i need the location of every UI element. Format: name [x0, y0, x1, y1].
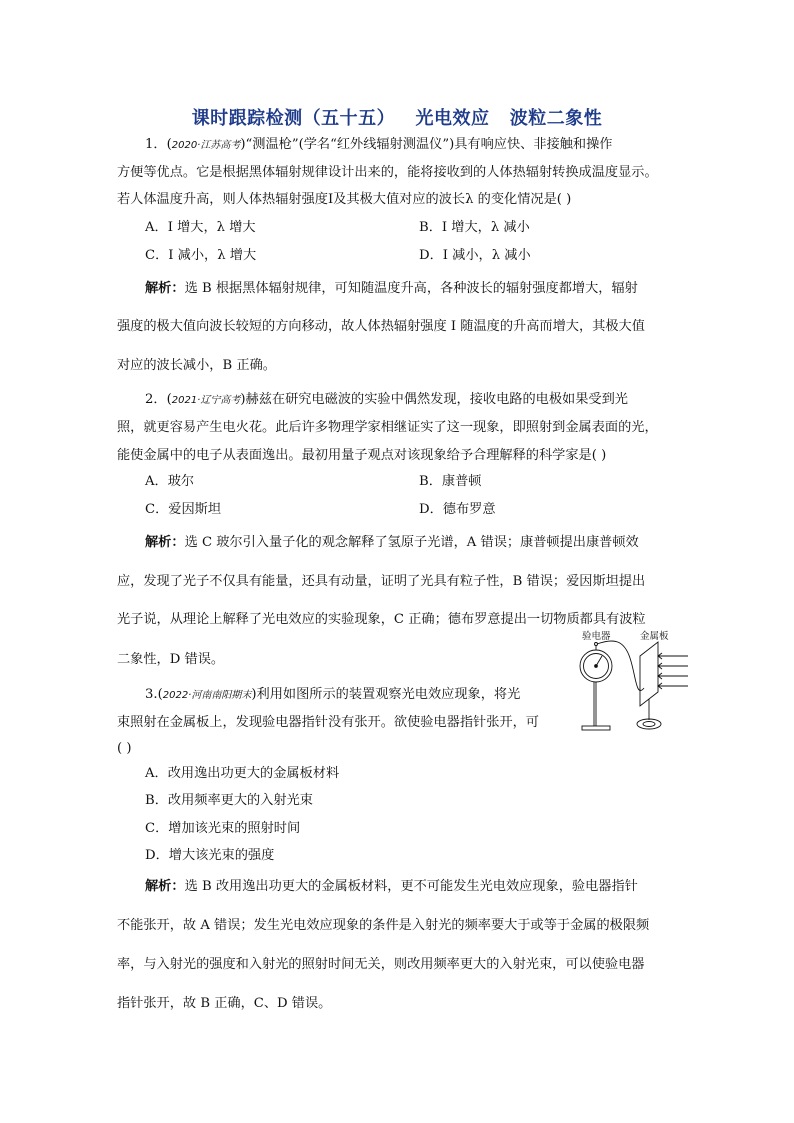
- q3-option-a: A．改用逸出功更大的金属板材料: [145, 766, 340, 781]
- metal-plate: [640, 642, 658, 706]
- q1-option-c: C．I 减小，λ 增大: [145, 248, 257, 263]
- q3-analysis-line1: 解析：选 B 改用逸出功更大的金属板材料，更不可能发生光电效应现象，验电器指针: [145, 879, 638, 894]
- q3-option-d: D．增大该光束的强度: [145, 848, 275, 863]
- photoelectric-apparatus-figure: [574, 628, 694, 740]
- page-title: 课时跟踪检测（五十五） 光电效应 波粒二象性: [191, 108, 603, 129]
- q1-stem-line1: 1．(2020·江苏高考)“测温枪”(学名“红外线辐射测温仪”)具有响应快、非接触和操作: [145, 137, 613, 152]
- q2-stem-line1: 2．(2021·辽宁高考)赫兹在研究电磁波的实验中偶然发现，接收电路的电极如果受到光: [145, 392, 628, 407]
- q2-analysis-line1: 解析：选 C 玻尔引入量子化的观念解释了氢原子光谱，A 错误；康普顿提出康普顿效: [145, 535, 639, 550]
- q2-stem-line2: 照，就更容易产生电火花。此后许多物理学家相继证实了这一现象，即照射到金属表面的光，: [117, 420, 658, 435]
- q2-stem-line3: 能使金属中的电子从表面逸出。最初用量子观点对该现象给予合理解释的科学家是( ): [117, 448, 607, 463]
- q1-option-b: B．I 增大，λ 减小: [419, 220, 530, 235]
- q3-analysis-line3: 率，与入射光的强度和入射光的照射时间无关，则改用频率更大的入射光束，可以使验电器: [117, 957, 645, 972]
- q3-stem-line3: ( ): [117, 741, 132, 756]
- q3-option-c: C．增加该光束的照射时间: [145, 821, 301, 836]
- q3-option-b: B．改用频率更大的入射光束: [145, 793, 313, 808]
- q1-analysis-line1: 解析：选 B 根据黑体辐射规律，可知随温度升高，各种波长的辐射强度都增大，辐射: [145, 281, 638, 296]
- q1-stem-line2: 方便等优点。它是根据黑体辐射规律设计出来的，能将接收到的人体热辐射转换成温度显示。: [117, 165, 658, 180]
- q3-analysis-line4: 指针张开，故 B 正确，C、D 错误。: [117, 996, 332, 1011]
- q2-option-a: A．玻尔: [145, 474, 195, 489]
- q2-option-c: C．爱因斯坦: [145, 502, 222, 517]
- metal-plate-label: 金属板: [640, 631, 669, 642]
- q3-analysis-line2: 不能张开，故 A 错误；发生光电效应现象的条件是入射光的频率要大于或等于金属的极限频: [117, 918, 650, 933]
- q2-option-b: B．康普顿: [419, 474, 482, 489]
- q3-source: 2022·河南南阳期末: [162, 690, 252, 701]
- q1-option-a: A．I 增大，λ 增大: [145, 220, 256, 235]
- q1-stem-line3: 若人体温度升高，则人体热辐射强度I及其极大值对应的波长λ 的变化情况是( ): [117, 192, 572, 207]
- electroscope-label: 验电器: [582, 631, 611, 642]
- apparatus-drawing: [574, 628, 694, 740]
- q1-option-d: D．I 减小，λ 减小: [419, 248, 531, 263]
- q2-option-d: D．德布罗意: [419, 502, 496, 517]
- q1-analysis-line3: 对应的波长减小，B 正确。: [117, 358, 276, 373]
- q3-stem-line1: 3.(2022·河南南阳期末)利用如图所示的装置观察光电效应现象，将光: [145, 687, 521, 702]
- q2-analysis-line4: 二象性，D 错误。: [117, 652, 225, 667]
- q2-analysis-line2: 应，发现了光子不仅具有能量，还具有动量，证明了光具有粒子性，B 错误；爱因斯坦提出: [117, 574, 646, 589]
- q2-analysis-line3: 光子说，从理论上解释了光电效应的实验现象，C 正确；德布罗意提出一切物质都具有波粒: [117, 612, 646, 627]
- q3-stem-line2: 束照射在金属板上，发现验电器指针没有张开。欲使验电器指针张开，可: [117, 715, 539, 730]
- q2-source: 2021·辽宁高考: [171, 395, 241, 406]
- q1-source: 2020·江苏高考: [171, 140, 241, 151]
- q1-analysis-line2: 强度的极大值向波长较短的方向移动，故人体热辐射强度 I 随温度的升高而增大，其极大值: [117, 319, 645, 334]
